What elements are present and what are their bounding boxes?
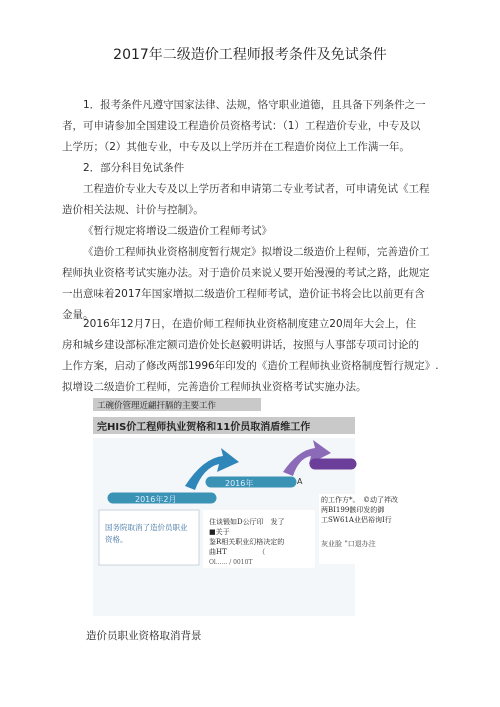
text-line: 一出意味着2017年国家增拟二级造价工程师考试，造价证书将会比以前更有含: [62, 288, 425, 300]
box3-bottom: 灰业脸 ”口退办注: [321, 540, 376, 548]
paragraph-regulation-heading: [62, 221, 442, 242]
text-line: 拟增设二级造价工程师，完善造价工程师执业资格考试实施办法。: [62, 381, 367, 393]
paragraph-history: [62, 314, 442, 398]
text-line: 工程造价专业大专及以上学历者和申请第二专业考试者，可申请免试《工程: [83, 183, 430, 195]
text-line: 程师执业资格考试实施办法。对于造价员来说乂要开始漫漫的考试之路，此规定: [62, 267, 430, 279]
milestone-label-3: A: [297, 477, 303, 486]
text-line: 上作方案，启动了修改两部1996年印发的《造价工程师执业资格制度暂行规定》.: [62, 360, 439, 372]
text-line: 《暂行规定将增设二级造价工程师考试》: [83, 225, 272, 237]
paragraph-requirements: [62, 95, 442, 158]
box2-line: 鉴R相关职业幻格决定的: [209, 538, 285, 546]
box1-line: 资格。: [105, 535, 128, 544]
milestone-label-1: 2016年2月: [135, 495, 177, 504]
text-line: 上学历；（2）其他专业，中专及以上学历并在工程造价岗位上工作满一年。: [62, 141, 410, 153]
text-line: 2016年12月7日，在造价师工程师执业资格制度建立20周年大会上，住: [83, 318, 417, 330]
info-box-3: [319, 494, 355, 564]
text-line: 者，可申请参加全国建设工程造价员资格考试：（1）工程造价专业，中专及以: [62, 120, 421, 132]
figure-header: 工碗价管理近翩扞膈的主要工作: [97, 401, 217, 411]
text-line: 造价相关法规、计价与控制》。: [62, 204, 204, 216]
box3-line: 两BI199骸印发的御: [321, 506, 385, 514]
box2-line: ■关于: [209, 528, 230, 536]
box1-line: 国务院取消了造价员职业: [105, 523, 188, 532]
box2-line: 住谈锻如D公厅印 发了: [209, 518, 285, 526]
paragraph-exemption-heading: [62, 158, 442, 179]
text-line: 1．报考条件凡遵守国家法律、法规，恪守职业道德，且具备下列条件之一: [83, 99, 426, 111]
page-title: 2017年二级造价工程师报考条件及免试条件: [113, 47, 387, 63]
box3-line: 的工作方*。 ©动了袢改: [321, 496, 398, 504]
milestone-label-2: 2016年: [225, 479, 254, 488]
text-line: 2．部分科目免试条件: [83, 162, 185, 174]
text-line: 《造价工程师执业资格制度暂行规定》拟增设二级造价上程师，完善造价工: [83, 246, 430, 258]
figure-caption: 造价员职业资格取消背景: [86, 630, 202, 642]
timeline-figure: [93, 398, 398, 616]
text-line: 房和城乡建设部标准定额司造价处长赵毅明讲话，按照与人事部专项司讨论的: [62, 339, 419, 351]
box3-line: 工SW61A业侣裕询I行: [321, 516, 392, 524]
box2-line: 曲HT （: [209, 548, 266, 556]
timeline-graphic: [93, 398, 398, 616]
box2-line: Ol...... / 0010T: [209, 559, 253, 566]
figure-subheader: 完HIS价工程师执业贺格和11价员取消盾维工作: [97, 422, 311, 433]
paragraph-exemption: [62, 179, 442, 221]
text-line: 金量。: [62, 309, 94, 321]
